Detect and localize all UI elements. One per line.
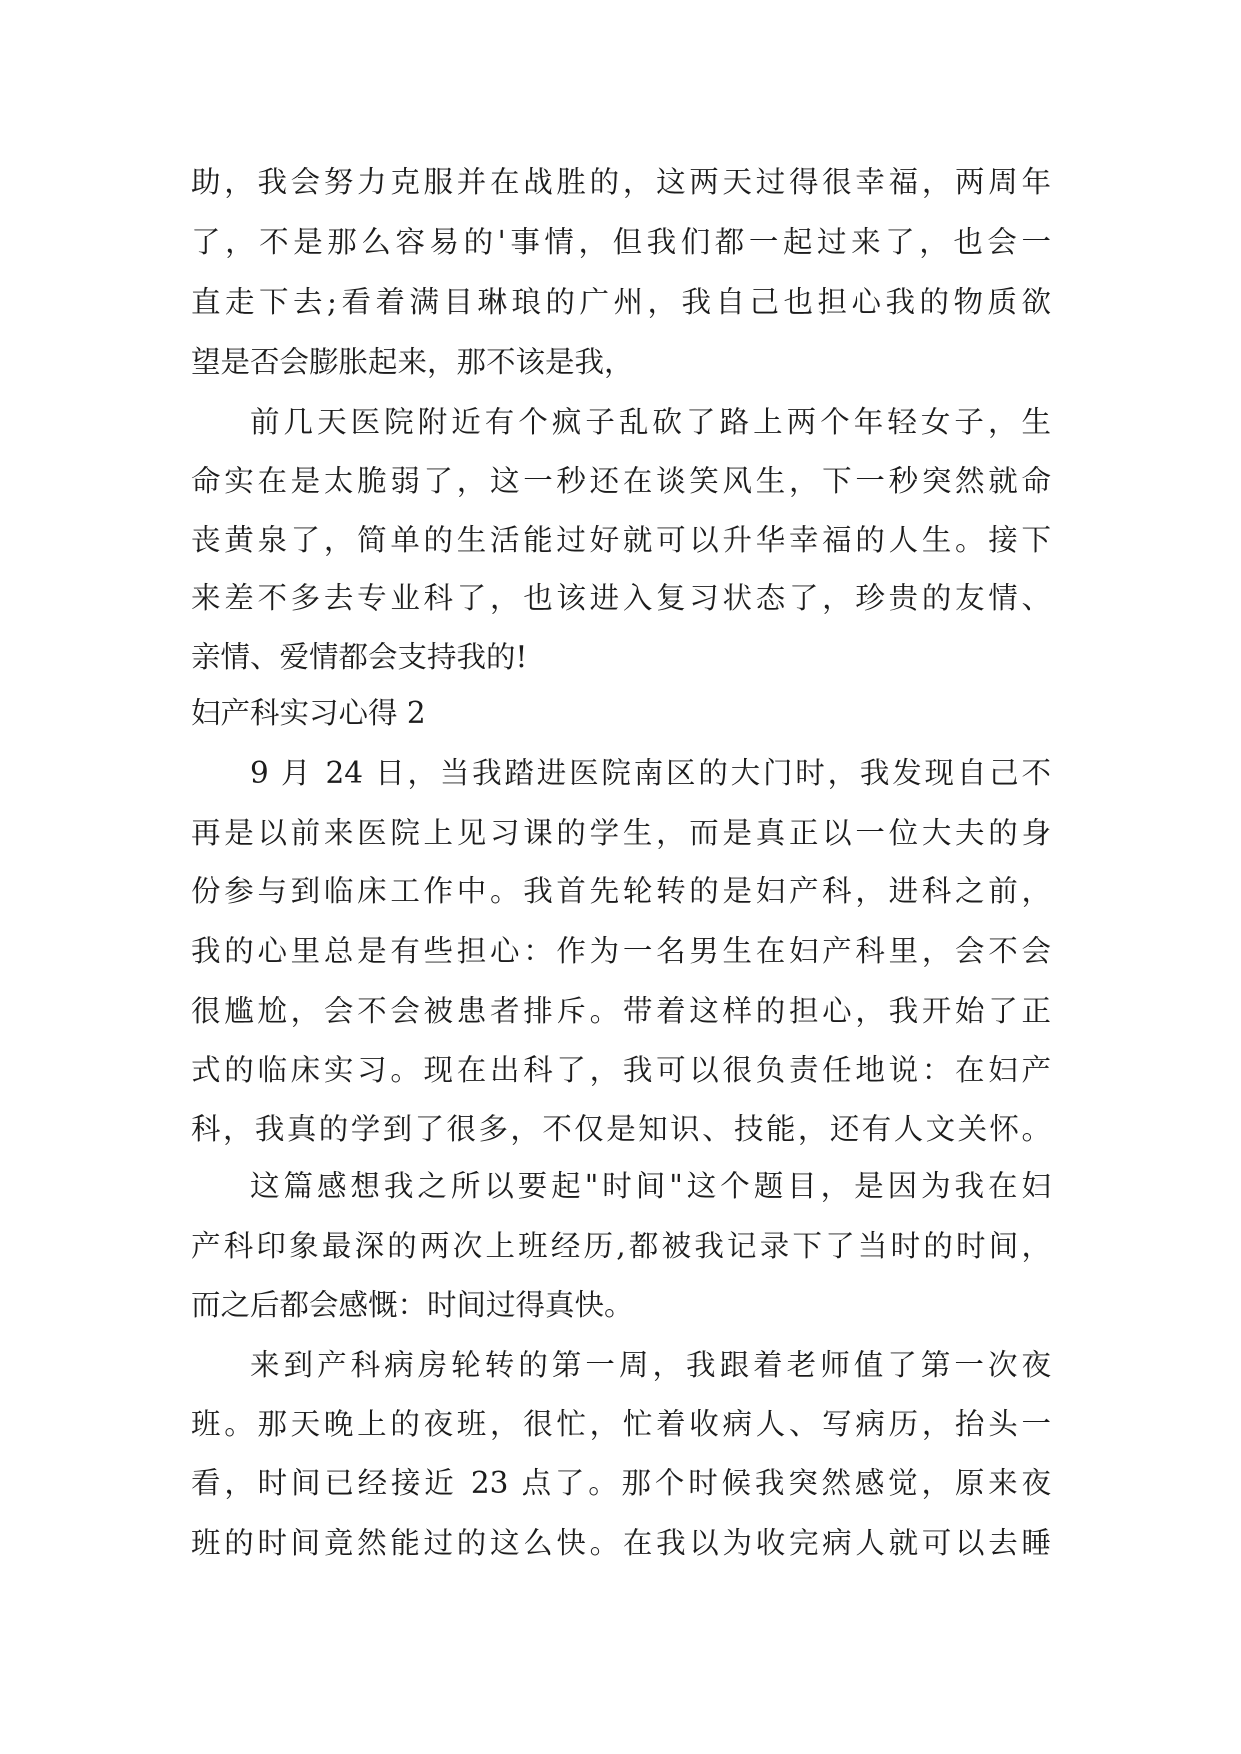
paragraph-line: 份参与到临床工作中。我首先轮转的是妇产科，进科之前， xyxy=(191,874,1051,908)
paragraph-line: 来到产科病房轮转的第一周，我跟着老师值了第一次夜 xyxy=(250,1348,1051,1382)
paragraph-line: 看，时间已经接近 23 点了。那个时候我突然感觉，原来夜 xyxy=(191,1466,1051,1500)
section-heading: 妇产科实习心得 2 xyxy=(191,696,426,730)
paragraph-line: 望是否会膨胀起来，那不该是我， xyxy=(191,345,634,379)
paragraph-line: 9 月 24 日，当我踏进医院南区的大门时，我发现自己不 xyxy=(250,756,1051,790)
paragraph-line: 而之后都会感慨：时间过得真快。 xyxy=(191,1288,634,1322)
paragraph-line: 科，我真的学到了很多，不仅是知识、技能，还有人文关怀。 xyxy=(191,1112,1051,1146)
paragraph-line: 亲情、爱情都会支持我的! xyxy=(191,640,528,674)
paragraph-line: 丧黄泉了，简单的生活能过好就可以升华幸福的人生。接下 xyxy=(191,523,1051,557)
paragraph-line: 助，我会努力克服并在战胜的，这两天过得很幸福，两周年 xyxy=(191,165,1051,199)
paragraph-line: 直走下去;看着满目琳琅的广州，我自己也担心我的物质欲 xyxy=(191,285,1051,319)
paragraph-line: 产科印象最深的两次上班经历,都被我记录下了当时的时间， xyxy=(191,1229,1051,1263)
paragraph-line: 这篇感想我之所以要起"时间"这个题目，是因为我在妇 xyxy=(250,1169,1051,1203)
paragraph-line: 再是以前来医院上见习课的学生，而是真正以一位大夫的身 xyxy=(191,816,1051,850)
paragraph-line: 我的心里总是有些担心：作为一名男生在妇产科里，会不会 xyxy=(191,934,1051,968)
paragraph-line: 前几天医院附近有个疯子乱砍了路上两个年轻女子，生 xyxy=(250,405,1051,439)
paragraph-line: 了，不是那么容易的'事情，但我们都一起过来了，也会一 xyxy=(191,225,1051,259)
paragraph-line: 班。那天晚上的夜班，很忙，忙着收病人、写病历，抬头一 xyxy=(191,1407,1051,1441)
paragraph-line: 命实在是太脆弱了，这一秒还在谈笑风生，下一秒突然就命 xyxy=(191,464,1051,498)
paragraph-line: 很尴尬，会不会被患者排斥。带着这样的担心，我开始了正 xyxy=(191,994,1051,1028)
paragraph-line: 班的时间竟然能过的这么快。在我以为收完病人就可以去睡 xyxy=(191,1526,1051,1560)
paragraph-line: 式的临床实习。现在出科了，我可以很负责任地说：在妇产 xyxy=(191,1053,1051,1087)
paragraph-line: 来差不多去专业科了，也该进入复习状态了，珍贵的友情、 xyxy=(191,581,1051,615)
